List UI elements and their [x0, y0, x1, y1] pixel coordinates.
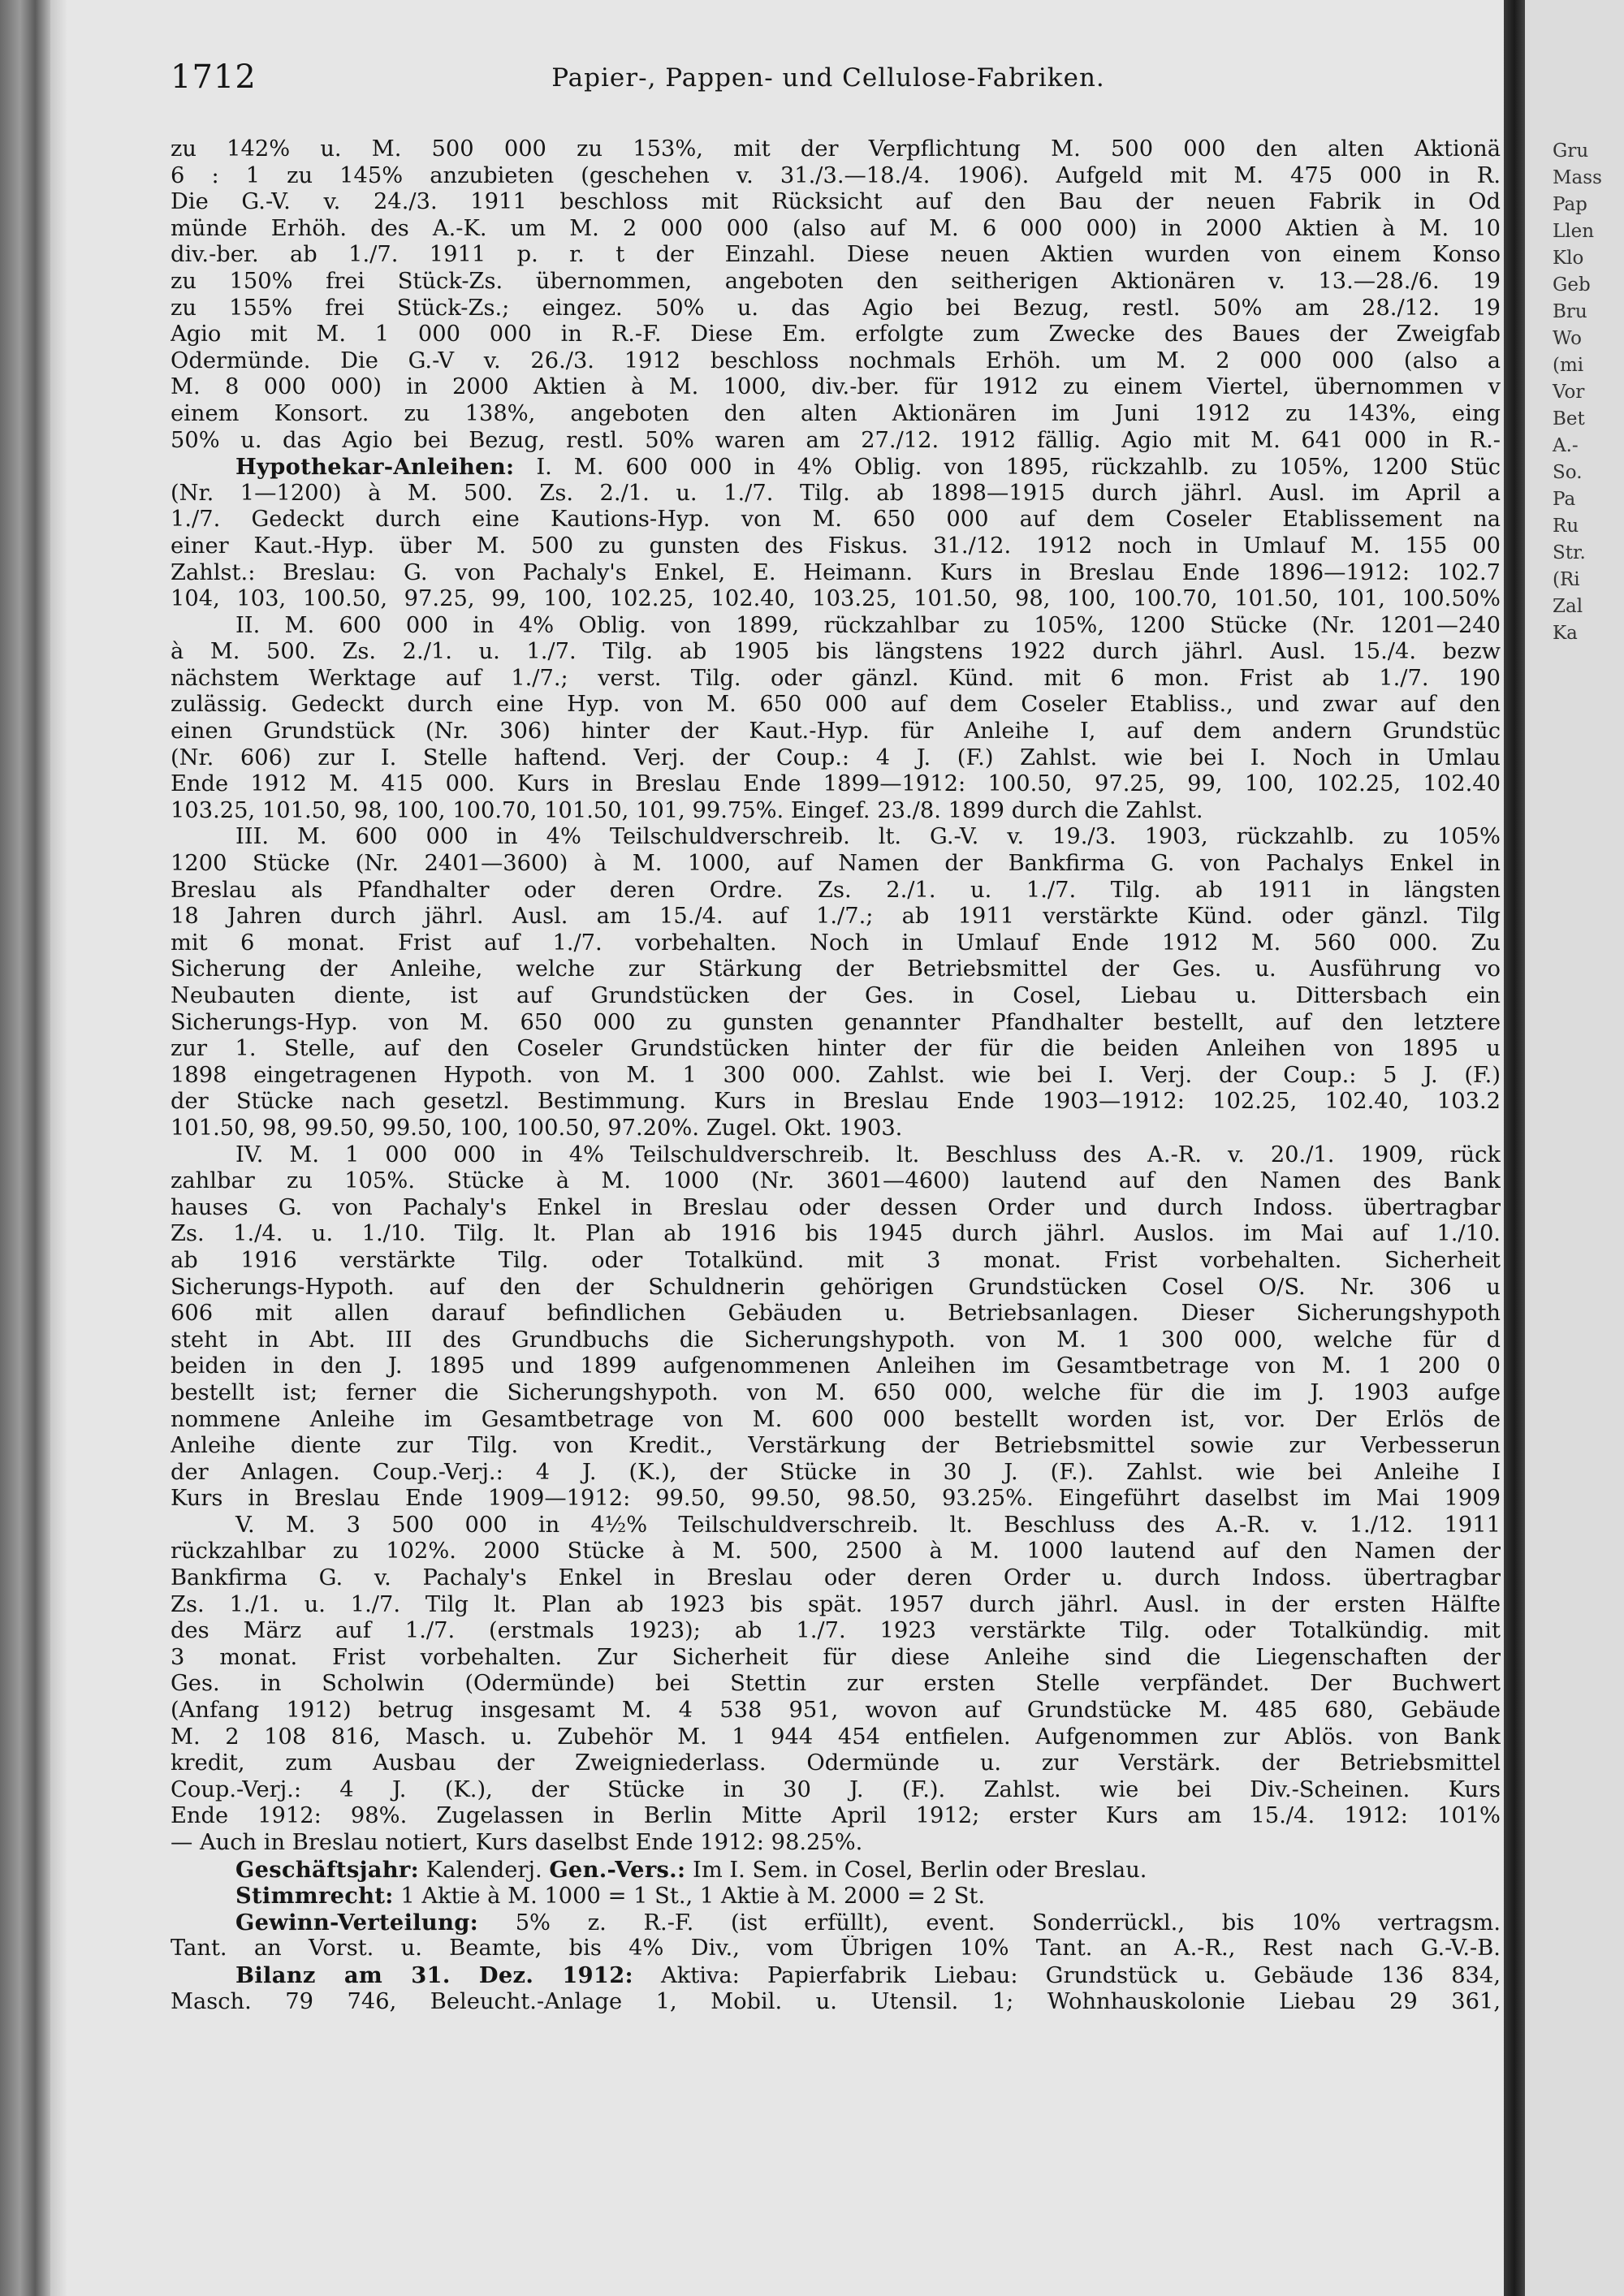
text-line	[171, 1698, 1501, 1724]
line-text: — Auch in Breslau notiert, Kurs daselbst Ende 1912: 98.25%.	[171, 1830, 863, 1855]
text-line	[171, 216, 1501, 243]
fragment-line: Klo	[1553, 248, 1584, 269]
line-text: steht in Abt. III des Grundbuchs die Sicherungshypoth. von M. 1 300 000, welche für d	[171, 1327, 1501, 1353]
line-text: M. 2 108 816, Masch. u. Zubehör M. 1 944 454 entfielen. Aufgenommen zur Ablös. von Bank	[171, 1724, 1501, 1750]
text-line	[171, 507, 1501, 533]
text-line	[171, 586, 1501, 613]
page-number: 1712	[171, 58, 257, 96]
fragment-line: Pa	[1553, 489, 1576, 510]
text-line	[171, 878, 1501, 904]
line-text: 6 : 1 zu 145% anzubieten (geschehen v. 31./3.—18./4. 1906). Aufgeld mit M. 475 000 in R.	[171, 162, 1501, 188]
line-text: Tant. an Vorst. u. Beamte, bis 4% Div., vom Übrigen 10% Tant. an A.-R., Rest nach G.-V.-B.	[171, 1936, 1501, 1962]
line-text: 606 mit allen darauf befindlichen Gebäuden u. Betriebsanlagen. Dieser Sicherungshypoth	[171, 1301, 1501, 1327]
line-text: der Anlagen. Coup.-Verj.: 4 J. (K.), der Stücke in 30 J. (F.). Zahlst. wie bei Anleihe I	[171, 1459, 1501, 1485]
text-line	[171, 1116, 1501, 1142]
line-text: à M. 500. Zs. 2./1. u. 1./7. Tilg. ab 1905 bis längstens 1922 durch jährl. Ausl. 15./4. bezw	[171, 639, 1501, 665]
line-text: Ende 1912 M. 415 000. Kurs in Breslau Ende 1899—1912: 100.50, 97.25, 99, 100, 102.25, 102.40	[171, 771, 1501, 797]
line-text: rückzahlbar zu 102%. 2000 Stücke à M. 500, 2500 à M. 1000 lautend auf den Namen der	[171, 1539, 1501, 1564]
line-text: zahlbar zu 105%. Stücke à M. 1000 (Nr. 3601—4600) lautend auf den Namen des Bank	[171, 1168, 1501, 1194]
text-line	[171, 1645, 1501, 1672]
line-text: einem Konsort. zu 138%, angeboten den alten Aktionären im Juni 1912 zu 143%, eing	[171, 400, 1501, 426]
line-text: nommene Anleihe im Gesamtbetrage von M. 600 000 bestellt worden ist, vor. Der Erlös de	[171, 1406, 1501, 1432]
text-line	[171, 1142, 1501, 1169]
line-text: Zs. 1./4. u. 1./10. Tilg. lt. Plan ab 1916 bis 1945 durch jährl. Auslos. im Mai auf 1./10.	[171, 1221, 1501, 1247]
line-text: 3 monat. Frist vorbehalten. Zur Sicherheit für diese Anleihe sind die Liegenschaften der	[171, 1644, 1501, 1670]
text-line	[171, 428, 1501, 455]
text-line	[171, 613, 1501, 640]
text-line	[171, 851, 1501, 878]
fragment-line: Ka	[1553, 623, 1578, 644]
fragment-line: Geb	[1553, 274, 1591, 296]
line-text: nächstem Werktage auf 1./7.; verst. Tilg. oder gänzl. Künd. mit 6 mon. Frist ab 1./7. 190	[171, 665, 1501, 691]
running-head: Papier-, Pappen- und Cellulose-Fabriken.	[551, 63, 1105, 93]
text-line	[171, 1936, 1501, 1962]
fragment-line: Pap	[1553, 194, 1587, 215]
text-line	[171, 189, 1501, 216]
section-label: Bilanz am 31. Dez. 1912:	[235, 1962, 633, 1988]
text-line	[171, 1513, 1501, 1539]
text-line	[171, 1910, 1501, 1936]
line-text: 104, 103, 100.50, 97.25, 99, 100, 102.25, 102.40, 103.25, 101.50, 98, 100, 100.70, 101.50, 101, 100.50%	[171, 586, 1501, 612]
line-text: kredit, zum Ausbau der Zweigniederlass. Odermünde u. zur Verstärk. der Betriebsmittel	[171, 1750, 1501, 1776]
fragment-line: Llen	[1553, 221, 1595, 242]
text-line	[171, 1671, 1501, 1698]
page-gutter	[50, 0, 67, 2296]
adjacent-page-text	[1525, 0, 1624, 647]
text-line	[171, 1803, 1501, 1830]
line-text: des März auf 1./7. (erstmals 1923); ab 1./7. 1923 verstärkte Tilg. oder Totalkündig. mit	[171, 1618, 1501, 1644]
text-line	[171, 639, 1501, 666]
page-header	[171, 58, 1486, 99]
fragment-line: Vor	[1553, 382, 1585, 403]
text-line	[171, 1777, 1501, 1804]
adjacent-page-fragment	[1525, 0, 1624, 2296]
fragment-line: Bet	[1553, 408, 1585, 429]
line-text: zu 142% u. M. 500 000 zu 153%, mit der Verpflichtung M. 500 000 den alten Aktionä	[171, 136, 1501, 162]
text-line	[171, 1168, 1501, 1195]
line-text: Sicherung der Anleihe, welche zur Stärkung der Betriebsmittel der Ges. u. Ausführung vo	[171, 956, 1501, 982]
line-text: Ende 1912: 98%. Zugelassen in Berlin Mitte April 1912; erster Kurs am 15./4. 1912: 101%	[171, 1803, 1501, 1829]
text-line	[171, 481, 1501, 507]
line-text: bestellt ist; ferner die Sicherungshypoth. von M. 650 000, welche für die im J. 1903 aufge	[171, 1379, 1501, 1405]
line-text: III. M. 600 000 in 4% Teilschuldverschreib. lt. G.-V. v. 19./3. 1903, rückzahlb. zu 105%	[235, 824, 1501, 850]
text-line	[171, 666, 1501, 693]
text-line	[171, 1750, 1501, 1777]
line-text: 101.50, 98, 99.50, 99.50, 100, 100.50, 97.20%. Zugel. Okt. 1903.	[171, 1115, 903, 1141]
text-line	[171, 1486, 1501, 1513]
line-text: (Nr. 1—1200) à M. 500. Zs. 2./1. u. 1./7. Tilg. ab 1898—1915 durch jährl. Ausl. im April a	[171, 480, 1501, 506]
text-line	[171, 745, 1501, 772]
line-text: Coup.-Verj.: 4 J. (K.), der Stücke in 30 J. (F.). Zahlst. wie bei Div.-Scheinen. Kurs	[171, 1776, 1501, 1802]
text-line	[171, 1883, 1501, 1910]
text-line	[171, 163, 1501, 190]
text-line	[171, 1036, 1501, 1063]
text-line	[171, 348, 1501, 375]
book-binding-shadow	[0, 0, 50, 2296]
text-line	[171, 1724, 1501, 1751]
text-line	[171, 1857, 1501, 1884]
line-text: mit 6 monat. Frist auf 1./7. vorbehalten. Noch in Umlauf Ende 1912 M. 560 000. Zu	[171, 930, 1501, 956]
line-text: 103.25, 101.50, 98, 100, 100.70, 101.50, 101, 99.75%. Eingef. 23./8. 1899 durch die Zahlst.	[171, 797, 1203, 823]
line-text: V. M. 3 500 000 in 4½% Teilschuldverschreib. lt. Beschluss des A.-R. v. 1./12. 1911	[235, 1512, 1501, 1538]
section-label: Gewinn-Verteilung:	[235, 1909, 478, 1936]
line-text: zu 150% frei Stück-Zs. übernommen, angeboten den seitherigen Aktionären v. 13.—28./6. 19	[171, 268, 1501, 294]
line-text: IV. M. 1 000 000 in 4% Teilschuldverschreib. lt. Beschluss des A.-R. v. 20./1. 1909, rück	[235, 1142, 1501, 1167]
text-line	[171, 1592, 1501, 1619]
section-label: Stimmrecht:	[235, 1883, 394, 1910]
fragment-line: Str.	[1553, 542, 1586, 563]
text-line	[171, 1989, 1501, 2016]
line-text: Anleihe diente zur Tilg. von Kredit., Verstärkung der Betriebsmittel sowie zur Verbesserun	[171, 1433, 1501, 1459]
text-line	[171, 269, 1501, 296]
text-line	[171, 296, 1501, 322]
text-line	[171, 1962, 1501, 1989]
text-line	[171, 533, 1501, 560]
text-line	[171, 1195, 1501, 1222]
line-text: Sicherungs-Hyp. von M. 650 000 zu gunsten genannter Pfandhalter bestellt, auf den letztere	[171, 1009, 1501, 1035]
section-label: Geschäftsjahr:	[235, 1856, 419, 1883]
line-text: (Nr. 606) zur I. Stelle haftend. Verj. der Coup.: 4 J. (F.) Zahlst. wie bei I. Noch in Umlau	[171, 744, 1501, 770]
text-line	[171, 1221, 1501, 1248]
text-line	[171, 1539, 1501, 1565]
text-line	[171, 719, 1501, 745]
line-text: Neubauten diente, ist auf Grundstücken der Ges. in Cosel, Liebau u. Dittersbach ein	[171, 983, 1501, 1008]
text-line	[171, 824, 1501, 851]
text-line	[171, 1460, 1501, 1487]
line-text: 1200 Stücke (Nr. 2401—3600) à M. 1000, auf Namen der Bankfirma G. von Pachalys Enkel in	[171, 851, 1501, 877]
fragment-line: So.	[1553, 462, 1583, 483]
line-text: einer Kaut.-Hyp. über M. 500 zu gunsten des Fiskus. 31./12. 1912 noch in Umlauf M. 155 00	[171, 533, 1501, 559]
line-text: 1./7. Gedeckt durch eine Kautions-Hyp. von M. 650 000 auf dem Coseler Etablissement na	[171, 507, 1501, 533]
line-text: Sicherungs-Hypoth. auf den der Schuldnerin gehörigen Grundstücken Cosel O/S. Nr. 306 u	[171, 1274, 1501, 1300]
text-line	[171, 692, 1501, 719]
text-line	[171, 904, 1501, 930]
text-line	[171, 1380, 1501, 1407]
text-line	[171, 1830, 1501, 1857]
text-line	[171, 1063, 1501, 1090]
line-text: 5% z. R.-F. (ist erfüllt), event. Sonderrückl., bis 10% vertragsm.	[477, 1910, 1501, 1936]
text-line	[171, 1089, 1501, 1116]
text-line	[171, 1407, 1501, 1434]
line-text: Kurs in Breslau Ende 1909—1912: 99.50, 99.50, 98.50, 93.25%. Eingeführt daselbst im Mai 1909	[171, 1486, 1501, 1512]
line-text: Zahlst.: Breslau: G. von Pachaly's Enkel, E. Heimann. Kurs in Breslau Ende 1896—1912: 102.7	[171, 559, 1501, 585]
text-line	[171, 1433, 1501, 1460]
text-line	[171, 322, 1501, 348]
line-text: Bankfirma G. v. Pachaly's Enkel in Breslau oder deren Order u. durch Indoss. übertragbar	[171, 1565, 1501, 1591]
line-text: zulässig. Gedeckt durch eine Hyp. von M. 650 000 auf dem Coseler Etabliss., und zwar auf den	[171, 692, 1501, 718]
line-text: münde Erhöh. des A.-K. um M. 2 000 000 (also auf M. 6 000 000) in 2000 Aktien à M. 10	[171, 215, 1501, 241]
line-text: 18 Jahren durch jährl. Ausl. am 15./4. auf 1./7.; ab 1911 verstärkte Künd. oder gänzl. Tilg	[171, 904, 1501, 930]
line-text: der Stücke nach gesetzl. Bestimmung. Kurs in Breslau Ende 1903—1912: 102.25, 102.40, 103.2	[171, 1089, 1501, 1115]
line-text: Breslau als Pfandhalter oder deren Ordre. Zs. 2./1. u. 1./7. Tilg. ab 1911 in längsten	[171, 877, 1501, 903]
text-line	[171, 454, 1501, 481]
line-text: II. M. 600 000 in 4% Oblig. von 1899, rückzahlbar zu 105%, 1200 Stücke (Nr. 1201—240	[235, 612, 1501, 638]
fragment-line: (Ri	[1553, 569, 1580, 590]
text-line	[171, 930, 1501, 957]
line-text: Ges. in Scholwin (Odermünde) bei Stettin zur ersten Stelle verpfändet. Der Buchwert	[171, 1671, 1501, 1697]
text-line	[171, 401, 1501, 428]
line-text: Agio mit M. 1 000 000 in R.-F. Diese Em. erfolgte zum Zwecke des Baues der Zweigfab	[171, 322, 1501, 347]
fragment-line: Zal	[1553, 596, 1583, 617]
line-text: (Anfang 1912) betrug insgesamt M. 4 538 951, wovon auf Grundstücke M. 485 680, Gebäude	[171, 1698, 1501, 1724]
text-line	[171, 1327, 1501, 1354]
line-text: beiden in den J. 1895 und 1899 aufgenommenen Anleihen im Gesamtbetrage von M. 1 200 0	[171, 1353, 1501, 1379]
text-line	[171, 1275, 1501, 1301]
line-text: M. 8 000 000) in 2000 Aktien à M. 1000, div.-ber. für 1912 zu einem Viertel, übernommen v	[171, 374, 1501, 400]
line-text: 1 Aktie à M. 1000 = 1 St., 1 Aktie à M. 2000 = 2 St.	[393, 1884, 986, 1910]
line-text: ab 1916 verstärkte Tilg. oder Totalkünd. mit 3 monat. Frist vorbehalten. Sicherheit	[171, 1247, 1501, 1273]
text-line	[171, 560, 1501, 587]
section-label: Hypothekar-Anleihen:	[235, 454, 515, 481]
line-text: Aktiva: Papierfabrik Liebau: Grundstück u. Gebäude 136 834,	[633, 1962, 1501, 1988]
fragment-line: Gru	[1553, 140, 1589, 162]
text-line	[171, 136, 1501, 163]
line-text: Masch. 79 746, Beleucht.-Anlage 1, Mobil. u. Utensil. 1; Wohnhauskolonie Liebau 29 361,	[171, 1988, 1501, 2014]
line-text: 50% u. das Agio bei Bezug, restl. 50% waren am 27./12. 1912 fällig. Agio mit M. 641 000 in R.-	[171, 427, 1501, 453]
line-text: einen Grundstück (Nr. 306) hinter der Kaut.-Hyp. für Anleihe I, auf dem andern Grundstüc	[171, 719, 1501, 744]
text-line	[171, 1301, 1501, 1327]
line-text: Odermünde. Die G.-V v. 26./3. 1912 beschloss nochmals Erhöh. um M. 2 000 000 (also a	[171, 347, 1501, 373]
line-text: zu 155% frei Stück-Zs.; eingez. 50% u. das Agio bei Bezug, restl. 50% am 28./12. 19	[171, 295, 1501, 321]
line-text: div.-ber. ab 1./7. 1911 p. r. t der Einzahl. Diese neuen Aktien wurden von einem Konso	[171, 242, 1501, 268]
text-line	[171, 956, 1501, 983]
section-label: Gen.-Vers.:	[549, 1856, 686, 1883]
text-line	[171, 1565, 1501, 1592]
text-line	[171, 1618, 1501, 1645]
line-text: Kalenderj.	[419, 1857, 550, 1883]
line-text: I. M. 600 000 in 4% Oblig. von 1895, rückzahlb. zu 105%, 1200 Stüc	[514, 455, 1501, 481]
fragment-line: A.-	[1553, 435, 1579, 456]
line-text: Im I. Sem. in Cosel, Berlin oder Breslau.	[685, 1857, 1147, 1883]
line-text: zur 1. Stelle, auf den Coseler Grundstücken hinter der für die beiden Anleihen von 1895 u	[171, 1036, 1501, 1062]
text-line	[171, 242, 1501, 269]
line-text: Zs. 1./1. u. 1./7. Tilg lt. Plan ab 1923 bis spät. 1957 durch jährl. Ausl. in der ersten Hälfte	[171, 1591, 1501, 1617]
text-line	[171, 1010, 1501, 1037]
fragment-line: Mass	[1553, 167, 1602, 188]
text-line	[171, 983, 1501, 1010]
text-line	[171, 374, 1501, 401]
body-text	[171, 136, 1501, 2280]
fragment-line: (mi	[1553, 355, 1584, 376]
line-text: 1898 eingetragenen Hypoth. von M. 1 300 000. Zahlst. wie bei I. Verj. der Coup.: 5 J. (F.)	[171, 1062, 1501, 1088]
text-line	[171, 1248, 1501, 1275]
fragment-line: Ru	[1553, 516, 1579, 537]
fragment-line: Wo	[1553, 328, 1582, 349]
line-text: Die G.-V. v. 24./3. 1911 beschloss mit Rücksicht auf den Bau der neuen Fabrik in Od	[171, 189, 1501, 215]
text-line	[171, 1353, 1501, 1380]
line-text: hauses G. von Pachaly's Enkel in Breslau oder dessen Order und durch Indoss. übertragbar	[171, 1194, 1501, 1220]
text-line	[171, 798, 1501, 825]
text-line	[171, 771, 1501, 798]
fragment-line: Bru	[1553, 301, 1587, 322]
page-edge-shadow	[1504, 0, 1525, 2296]
